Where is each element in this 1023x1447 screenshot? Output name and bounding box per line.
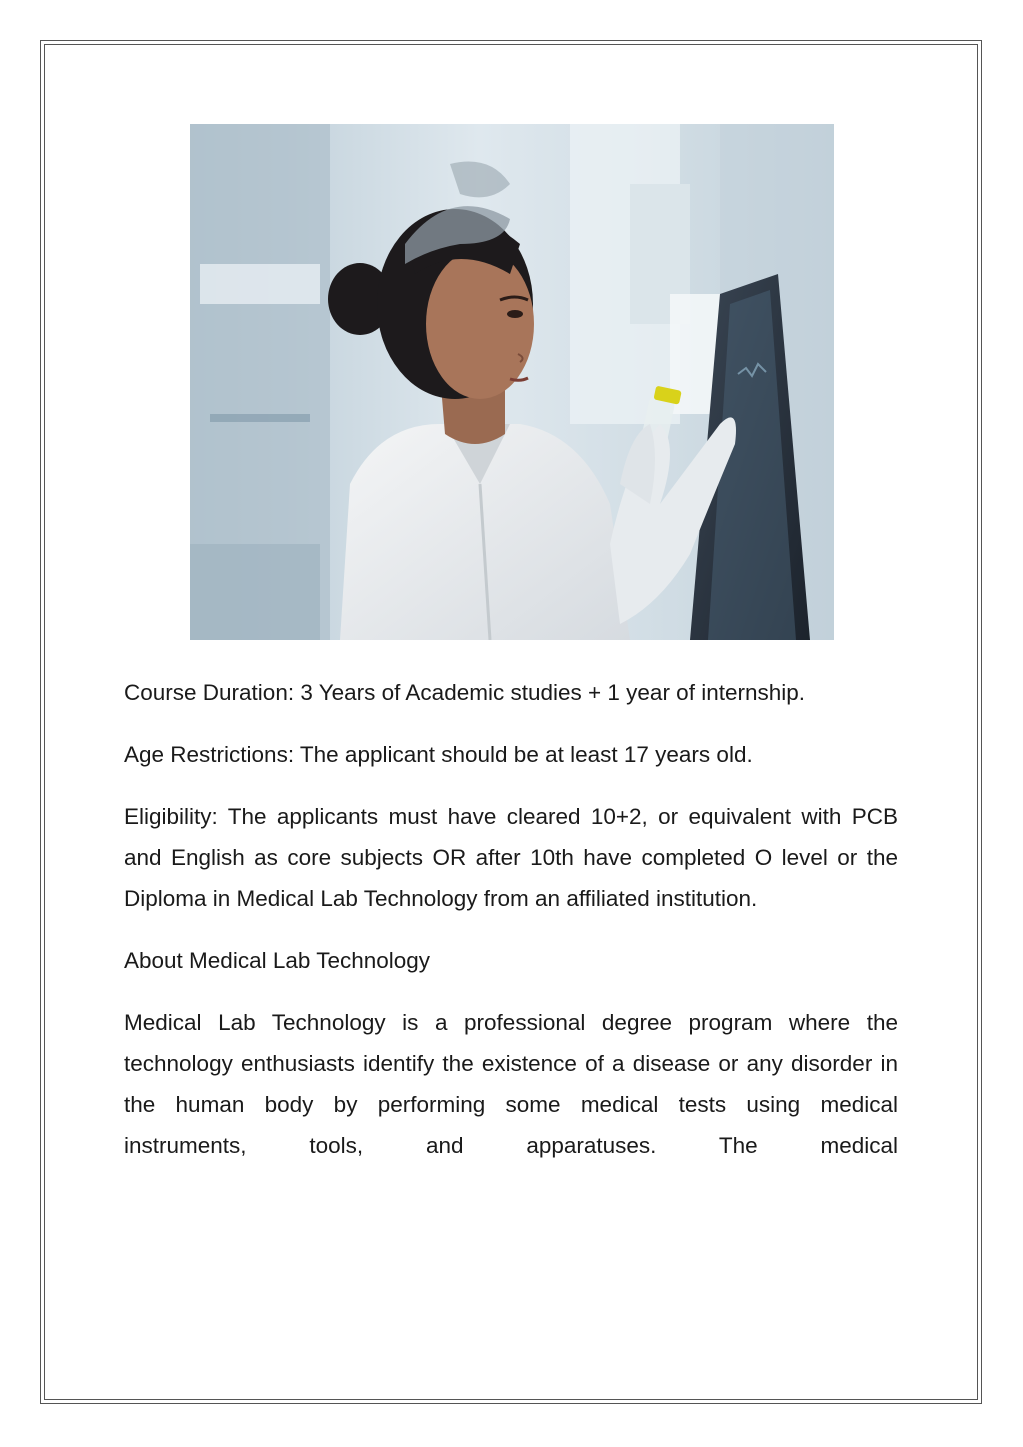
document-body [124,672,898,1187]
lab-technician-photo [190,124,834,640]
eligibility-paragraph: Eligibility: The applicants must have cleared 10+2, or equivalent with PCB and English as core subjects OR after 10th have completed O level or the Diploma in Medical Lab Technology from an affiliated institution. [124,804,898,911]
age-restrictions-paragraph: Age Restrictions: The applicant should be at least 17 years old. [124,742,753,767]
about-paragraph: Medical Lab Technology is a professional degree program where the technology enthusiasts identify the existence of a disease or any disorder in the human body by performing some medical tests using medical instruments, tools, and apparatuses. The medical [124,1010,898,1158]
course-duration-paragraph: Course Duration: 3 Years of Academic studies + 1 year of internship. [124,680,806,705]
section-heading: About Medical Lab Technology [124,948,431,973]
